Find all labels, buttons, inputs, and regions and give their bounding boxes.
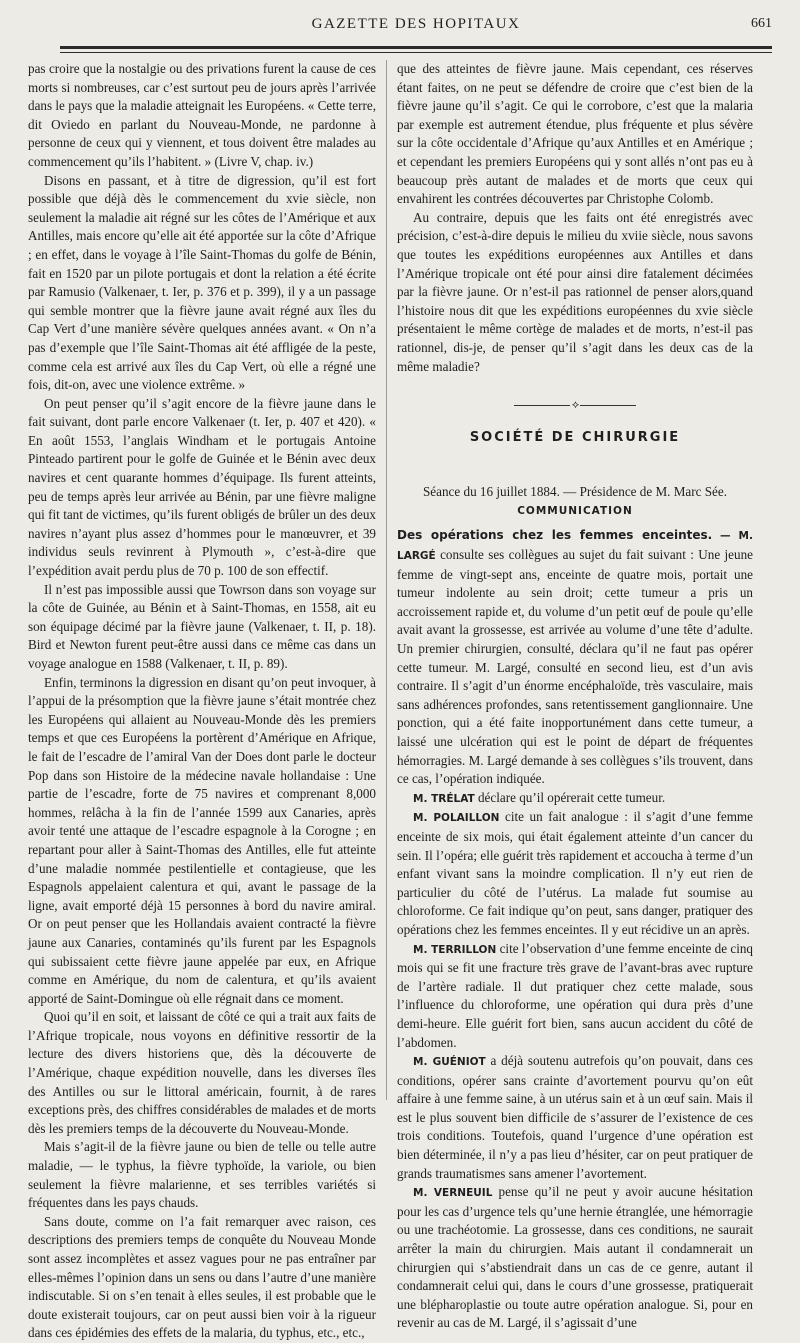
paragraph [397,808,753,939]
paragraph: Au contraire, depuis que les faits ont été enregistrés avec précision, c’est-à-dire depuis le milieu du xviie siècle, nous savons que toutes les expéditions européennes aux Antilles et dans l’Amérique tropicale ont été pour ainsi dire fatalement décimées par la fièvre jaune. Or n’est-il pas rationnel de penser alors,quand l’histoire nous dit que les expéditions européennes du xvie siècle présentaient le même cortège de malades et de morts, n’est-il pas rationnel, dis-je, de penser qu’il s’agit dans les deux cas de la même maladie? [397,209,753,374]
column-divider [386,60,387,1100]
section-ornament: ⟡ [397,396,753,415]
paragraph: Sans doute, comme on l’a fait remarquer avec raison, ces descriptions des premiers temps de conquête du Nouveau Monde sont assez incomplètes et assez vagues pour ne pas entraîner par elles-mêmes l’opinion dans un sens ou dans l’autre d’une manière indiscutable. Si on s’en tenait à elles seules, il est probable que le doute existerait toujours, car on peut aussi bien voir à la rigueur dans ces épidémies des effets de la malaria, du typhus, etc., etc., [28,1213,376,1341]
journal-title: GAZETTE DES HOPITAUX [311,16,521,32]
paragraph-text: a déjà soutenu autrefois qu’on pouvait, dans ces conditions, opérer sans crainte d’avortement pourvu qu’on eût affaire à une femme saine, à un utérus sain et à un œuf sain. Mais il est le plus souvent bien difficile de s’assurer de l’existence de ces trois conditions. Toutefois, quand l’urgence d’une opération est bien déterminée, il n’y a pas lieu d’hésiter, car on peut pratiquer de grands traumatismes sans amener l’avortement. [397,1053,753,1181]
paragraph [397,940,753,1053]
paragraph: que des atteintes de fièvre jaune. Mais cependant, ces réserves étant faites, on ne peut se défendre de croire que c’est bien de la fièvre jaune qu’il s’agit. Ce qui le corrobore, c’est que la malaria par exemple est autrement étendue, plus fréquente et plus sévère sur la côte occidentale d’Afrique qu’aux Antilles et en Amérique ; et cependant les premiers Européens qui y sont allés n’ont pas eu à beaucoup près autant de malades et de morts que ceux qui envahirent les contrées découvertes par Christophe Colomb. [397,61,753,207]
paragraph: Quoi qu’il en soit, et laissant de côté ce qui a trait aux faits de l’Afrique tropicale, nous voyons en définitive ressortir de la lecture des divers historiens que, dès la découverte de l’Amérique, chaque expédition nouvelle, dans les diverses îles des Antilles ou sur le littoral américain, fournit, à de rares exceptions près, des chiffres considérables de malades et de morts dès les premiers temps de la découverte du Nouveau-Monde. [28,1009,376,1136]
paragraph: Enfin, terminons la digression en disant qu’on peut invoquer, à l’appui de la présomption que la fièvre jaune s’était montrée chez les Européens qui allaient au Nouveau-Monde dès les premiers temps et que ces Européens la portèrent d’Amérique en Afrique, le fait de l’escadre de l’amiral Van der Does dont parle le docteur Pop dans son Histoire de la médecine navale hollandaise : Une partie de l’escadre, forte de 75 navires et comprenant 8,000 hommes, relâcha à la fin de l’année 1599 aux Canaries, après avoir tenté une attaque de l’escadre espagnole à la Corogne ; en repartant pour aller à Saint-Thomas des Antilles, elle fut atteinte d’une maladie nommée pestilentielle et contagieuse, que les Espagnols appelaient calentura et qui, avant le passage de la ligne, avait emporté déjà 15 personnes à bord du navire amiral. Or on peut penser que les Hollandais avaient contracté la fièvre jaune aux Canaries, contaminés qu’ils furent par les Espagnols qui subissaient cette fièvre jaune appelée par eux, en Afrique comme en Amérique, du nom de calentura, et qu’ils avaient apporté de Saint-Domingue où elle régnait dans ce moment. [28,674,376,1006]
paragraph-text: déclare qu’il opérerait cette tumeur. [477,789,666,805]
paragraph [397,526,753,788]
topic-heading: Des opérations chez les femmes enceintes. [397,528,713,543]
paragraph-text: consulte ses collègues au sujet du fait suivant : Une jeune femme de vingt-sept ans, enceinte de quatre mois, portait une tumeur indolente au sein droit; cette tumeur a pris un accroissement rapide et, du volume d’un petit œuf de poule qu’elle avait avant la grossesse, est arrivée au volume d’une tête d’adulte. Un premier chirurgien, consulté, déclara qu’il ne faut pas opérer cette tumeur. M. Largé, consulté en second lieu, est d’un avis contraire. Il s’agit d’un énorme encéphaloïde, très vasculaire, mais sans adhérences profondes, sans retentissement ganglionnaire. Une ponction, qui a été faite inopportunément dans cette tumeur, a laissé une ulcération qui est le point de départ de fréquentes hémorragies. M. Largé demande à ses collègues s’ils trouvent, dans ce cas, l’opération indiquée. [397,547,753,787]
section-title: SOCIÉTÉ DE CHIRURGIE [469,429,681,445]
speaker-name: M. VERNEUIL [413,1187,493,1200]
paragraph: Mais s’agit-il de la fièvre jaune ou bien de telle ou telle autre maladie, — le typhus, la fièvre typhoïde, la variole, ou bien seulement la fièvre malarienne, et ses terribles variétés si fréquentes dans les pays chauds. [28,1139,376,1211]
left-column [28,60,376,1343]
paragraph: pas croire que la nostalgie ou des privations furent la cause de ces morts si nombreuses, car c’est surtout peu de jours après l’arrivée dans le pays que la maladie atteignait les Européens. « Cette terre, dit Oviedo en parlant du Nouveau-Monde, ne pardonne à personne de ceux qui y viennent, et tous doivent être malades au commencement qu’ils l’habitent. » (Livre V, chap. iv.) [28,61,376,169]
header-rule-thick [60,46,772,49]
communication-subhead: COMMUNICATION [517,504,633,517]
speaker-name: M. TERRILLON [413,943,497,956]
speaker-name: — M. LARGÉ [397,530,753,563]
speaker-name: M. GUÉNIOT [413,1056,486,1069]
speaker-name: M. TRÉLAT [413,792,475,805]
right-column [397,60,753,1333]
paragraph: Disons en passant, et à titre de digression, qu’il est fort possible que déjà dès le commencement du xvie siècle, non seulement la maladie ait régné sur les côtes de l’Amérique et aux Antilles, mais encore qu’elle ait été apportée sur la côte d’Afrique ; en effet, dans le voyage à l’île Saint-Thomas du golfe de Bénin, fait en 1520 par un pilote portugais et dont la relation a été écrite par Ramusio (Valkenaer, t. Ier, p. 376 et p. 399), il y a un passage qui semble montrer que la fièvre jaune avait régné aux îles du Cap Vert d’une manière sévère quelques années avant. « On n’a pas d’exemple que l’île Saint-Thomas ait été affligée de la peste, comme cela est arrivé aux îles du Cap Vert, où elle a régné une fois, dit-on, avec une violence extrême. » [28,172,376,393]
header-rule-thin [60,52,772,53]
paragraph [397,789,753,809]
paragraph: Il n’est pas impossible aussi que Towrson dans son voyage sur la côte de Guinée, au Bénin et à Saint-Thomas, en 1558, ait eu son équipage décimé par la fièvre jaune (Valkenaer, t. II, p. 18). Bird et Newton furent peut-être aussi dans ce même cas dans un voyage analogue en 1588 (Valkenaer, t. II, p. 89). [28,581,376,671]
paragraph-text: pense qu’il ne peut y avoir aucune hésitation pour les cas d’urgence tels qu’une hernie étranglée, une hémorragie ou une trachéotomie. La grossesse, dans ces conditions, ne saurait arrêter la main du chirurgien. Mais autant il condamnerait un chirurgien qui s’abstiendrait dans un cas de ce genre, autant il condamnerait celui qui, dans le cours d’une grossesse, pratiquerait une blépharoplastie ou toute autre opération analogue. Si, pour en revenir au cas de M. Largé, il s’agissait d’une [397,1184,753,1331]
page-number: 661 [751,16,772,31]
paragraph [397,1052,753,1183]
speaker-name: M. POLAILLON [413,812,500,825]
paragraph-text: cite l’observation d’une femme enceinte de cinq mois qui se fit une fracture très grave de l’avant-bras avec rupture de l’artère radiale. Il dut pratiquer chez cette malade, sous l’influence du chloroforme, une opération qui dura près d’une demi-heure. Elle guérit fort bien, sans aucun accident du côté de l’abdomen. [397,940,753,1050]
paragraph-text: cite un fait analogue : il s’agit d’une femme enceinte de six mois, qui était également atteinte d’un cancer du sein. Il l’opéra; elle guérit très rapidement et accoucha à terme d’un enfant vivant sans la moindre complication. Il n’y eut rien de particulier du côté de l’utérus. La malade fut soumise au chloroforme. Ce fait indique qu’on peut, sans danger, pratiquer des opérations chez les femmes enceintes. Il y eut récidive un an après. [397,809,753,937]
paragraph: On peut penser qu’il s’agit encore de la fièvre jaune dans le fait suivant, dont parle encore Valkenaer (t. Ier, p. 407 et 420). « En août 1553, l’anglais Windham et le portugais Antoine Pinteado partirent pour le golfe de Guinée et le Bénin avec deux navires et cent quarante hommes d’équipage. Ils furent atteints, peu de temps après leur arrivée au Bénin, par une fièvre maligne qui fit tant de victimes, qu’ils furent obligés de brûler un des deux navires n’ayant plus assez d’hommes pour le manœuvrer, et 39 individus seuls revinrent à Plymouth », c’est-à-dire que l’expédition avait perdu plus de 70 p. 100 de son effectif. [28,395,376,579]
paragraph [397,1183,753,1333]
seance-line: Séance du 16 juillet 1884. — Présidence de M. Marc Sée. [423,484,727,500]
page-header [60,16,772,38]
